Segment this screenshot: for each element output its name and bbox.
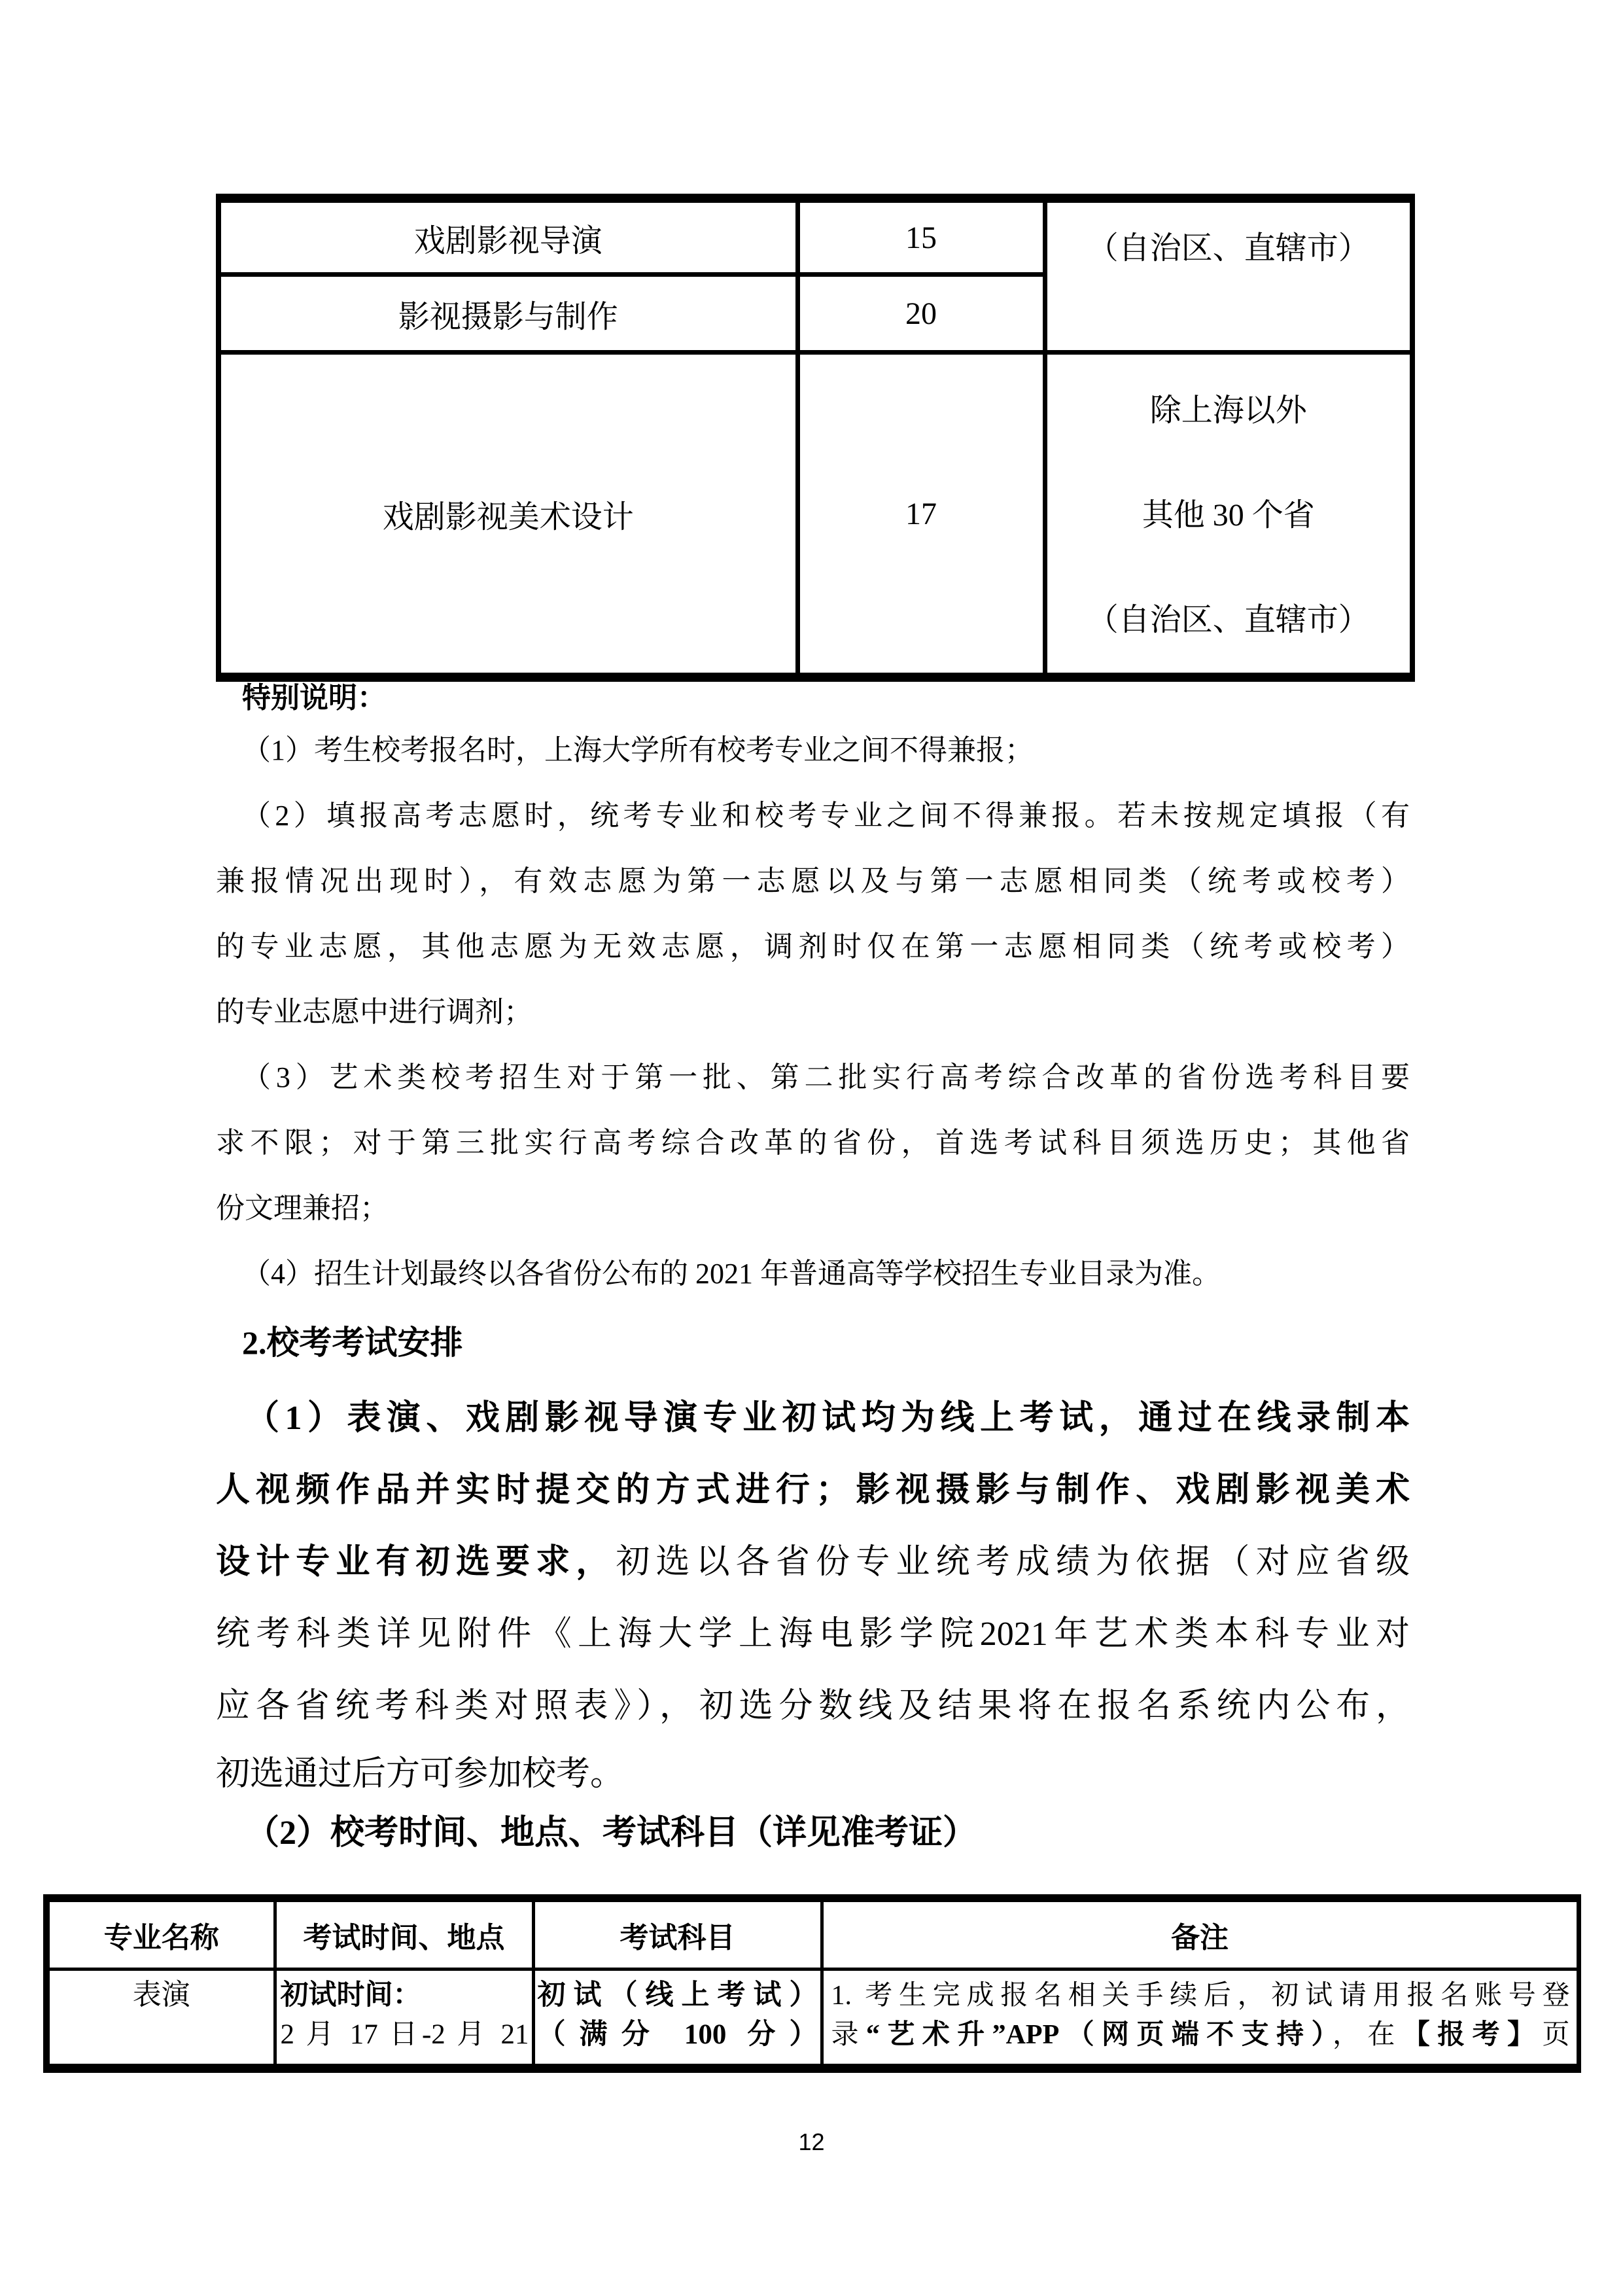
region-line: （自治区、直辖市） [1087,603,1370,637]
special-note-item-2-line-4: 的专业志愿中进行调剂； [216,996,532,1028]
para1-line-3-regular: 初选以各省份专业统考成绩为依据（对应省级 [616,1544,1410,1581]
plan-row-1 [218,198,1412,275]
para1-line-6: 初选通过后方可参加校考。 [216,1756,625,1793]
remark-seg-1: 录 [831,2020,866,2050]
special-note-item-3-line-3: 份文理兼招； [216,1192,389,1224]
major-cell: 影视摄影与制作 [218,275,797,353]
exam-table-wrap [43,1894,1581,2073]
special-note-item-1: （1）考生校考报名时，上海大学所有校考专业之间不得兼报； [242,734,1034,766]
special-note-item-2-line-2: 兼报情况出现时），有效志愿为第一志愿以及与第一志愿相同类（统考或校考） [216,865,1410,897]
special-note-item-4: （4）招生计划最终以各省份公布的 2021 年普通高等学校招生专业目录为准。 [242,1258,1221,1290]
remark-seg-3: APP（网页端不支持） [1005,2020,1333,2050]
para2-heading: （2）校考时间、地点、考试科目（详见准考证） [245,1814,977,1852]
subject-line-1: 初试（线上考试） [537,1980,818,2011]
special-notes-heading: 特别说明： [242,682,386,714]
special-note-item-2-line-1: （2）填报高考志愿时，统考专业和校考专业之间不得兼报。若未按规定填报（有 [242,800,1410,832]
admission-plan-table [216,194,1415,682]
time-line-1: 初试时间： [280,1980,421,2011]
section-2-heading: 2.校考考试安排 [242,1324,463,1361]
special-note-item-2-line-3: 的专业志愿，其他志愿为无效志愿，调剂时仅在第一志愿相同类（统考或校考） [216,930,1410,963]
page-number: 12 [798,2128,825,2155]
para1-line-5: 应各省统考科类对照表》），初选分数线及结果将在报名系统内公布， [216,1687,1410,1725]
time-line-2: 2 月 17 日-2 月 21 [280,2019,529,2050]
para1-line-2: 人视频作品并实时提交的方式进行；影视摄影与制作、戏剧影视美术 [216,1472,1410,1509]
exam-table-header-row [46,1898,1579,1969]
quota-cell: 15 [797,198,1045,275]
plan-row-3 [218,353,1412,678]
region-cell-merged: （自治区、直辖市） [1045,198,1412,353]
para1-line-3-bold: 设计专业有初选要求， [216,1544,616,1581]
header-major: 专业名称 [46,1898,275,1969]
header-remark: 备注 [822,1898,1579,1969]
para1-line-4: 统考科类详见附件《上海大学上海电影学院2021年艺术类本科专业对 [216,1616,1410,1653]
exam-table-data-row [46,1969,1579,2069]
para1-line-3 [216,1527,1410,1598]
remark-cell [822,1969,1579,2069]
quota-cell: 17 [797,353,1045,678]
major-cell: 戏剧影视导演 [218,198,797,275]
para1-line-1: （1）表演、戏剧影视导演专业初试均为线上考试，通过在线录制本 [245,1400,1410,1437]
remark-seg-6: 页 [1542,2020,1570,2050]
admission-plan-table-wrap [216,194,1415,682]
special-note-item-3-line-1: （3）艺术类校考招生对于第一批、第二批实行高考综合改革的省份选考科目要 [242,1061,1410,1093]
remark-line-1: 1. 考生完成报名相关手续后，初试请用报名账号登 [831,1981,1570,2011]
header-time-place: 考试时间、地点 [275,1898,533,1969]
region-line: 其他 30 个省 [1142,498,1315,533]
subject-cell [533,1969,822,2069]
major-cell: 戏剧影视美术设计 [218,353,797,678]
quota-cell: 20 [797,275,1045,353]
header-subject: 考试科目 [533,1898,822,1969]
remark-seg-5: 【报考】 [1402,2020,1543,2050]
region-cell [1045,353,1412,678]
time-place-cell [275,1969,533,2069]
special-note-item-3-line-2: 求不限；对于第三批实行高考综合改革的省份，首选考试科目须选历史；其他省 [216,1127,1410,1159]
remark-line-2 [831,2015,1570,2055]
exam-table [43,1894,1581,2073]
subject-line-2: （满分 100 分） [537,2019,818,2050]
region-line: 除上海以外 [1149,393,1307,428]
remark-seg-2: “艺术升” [865,2020,1006,2050]
remark-seg-4: ，在 [1332,2020,1403,2050]
major-cell: 表演 [46,1969,275,2069]
